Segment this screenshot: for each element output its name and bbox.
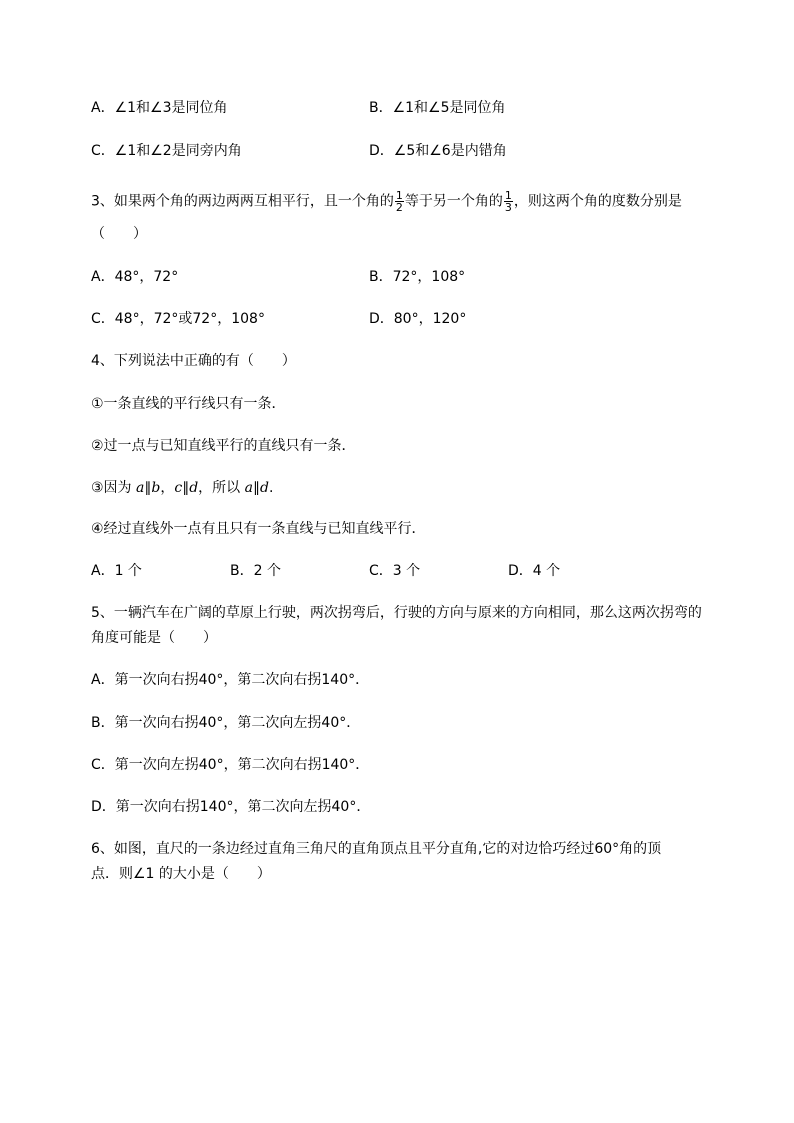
- parallel-symbol: ∥: [252, 480, 260, 496]
- q3-option-b: B．72°，108°: [369, 269, 466, 285]
- q5-option-b: B．第一次向右拐40°，第二次向左拐40°．: [91, 715, 361, 731]
- q4-option-d: D．4 个: [508, 563, 561, 579]
- q4-statement-4: ④经过直线外一点有且只有一条直线与已知直线平行．: [91, 521, 426, 537]
- fraction-numerator: 1: [504, 189, 512, 202]
- parallel-symbol: ∥: [144, 480, 152, 496]
- q5-option-c: C．第一次向左拐40°，第二次向右拐140°．: [91, 757, 370, 773]
- q4-stem: 4、下列说法中正确的有（ ）: [91, 353, 296, 369]
- q6-stem-line2: 点．则∠1 的大小是（ ）: [91, 866, 271, 882]
- q3-fraction-third: [504, 190, 513, 213]
- q3-stem-part3: ，则这两个角的度数分别是: [513, 193, 682, 210]
- fraction-denominator: 2: [395, 201, 403, 214]
- q2-option-a: A．∠1和∠3是同位角: [91, 100, 228, 116]
- q4-statement-1: ①一条直线的平行线只有一条．: [91, 396, 286, 412]
- text-segment: ，所以: [198, 480, 245, 496]
- var-d: d: [189, 480, 199, 496]
- var-c: c: [174, 480, 183, 496]
- q3-stem-part1: 3、如果两个角的两边两两互相平行，且一个角的: [91, 193, 394, 210]
- q4-statement-3: [91, 478, 273, 498]
- q5-stem-line2: 角度可能是（ ）: [91, 630, 217, 646]
- q6-stem-line1: 6、如图，直尺的一条边经过直角三角尺的直角顶点且平分直角,它的对边恰巧经过60°角的顶: [91, 841, 662, 857]
- q3-option-a: A．48°，72°: [91, 269, 179, 285]
- var-d: d: [259, 480, 269, 496]
- q2-option-d: D．∠5和∠6是内错角: [369, 143, 507, 159]
- q3-answer-bracket: （ ）: [91, 226, 147, 242]
- q4-statement-2: ②过一点与已知直线平行的直线只有一条．: [91, 438, 356, 454]
- text-segment: ，: [160, 480, 175, 496]
- q3-option-c: C．48°，72°或72°，108°: [91, 311, 265, 327]
- q3-fraction-half: [395, 190, 404, 213]
- q4-option-c: C．3 个: [369, 563, 421, 579]
- fraction-numerator: 1: [395, 189, 403, 202]
- q2-option-c: C．∠1和∠2是同旁内角: [91, 143, 242, 159]
- q3-stem: [91, 190, 682, 213]
- q4-option-a: A．1 个: [91, 563, 142, 579]
- var-a: a: [244, 480, 253, 496]
- q3-stem-part2: 等于另一个角的: [404, 193, 503, 210]
- text-segment: ③因为: [91, 480, 137, 496]
- fraction-denominator: 3: [504, 201, 512, 214]
- text-segment: .: [268, 480, 274, 496]
- q5-option-d: D．第一次向右拐140°，第二次向左拐40°．: [91, 799, 371, 815]
- q2-option-b: B．∠1和∠5是同位角: [369, 100, 506, 116]
- q5-option-a: A．第一次向右拐40°，第二次向右拐140°．: [91, 672, 370, 688]
- q4-option-b: B．2 个: [230, 563, 281, 579]
- q5-stem-line1: 5、一辆汽车在广阔的草原上行驶，两次拐弯后，行驶的方向与原来的方向相同，那么这两次拐弯的: [91, 605, 702, 621]
- var-a: a: [136, 480, 145, 496]
- q3-option-d: D．80°，120°: [369, 311, 467, 327]
- var-b: b: [151, 480, 161, 496]
- parallel-symbol: ∥: [182, 480, 190, 496]
